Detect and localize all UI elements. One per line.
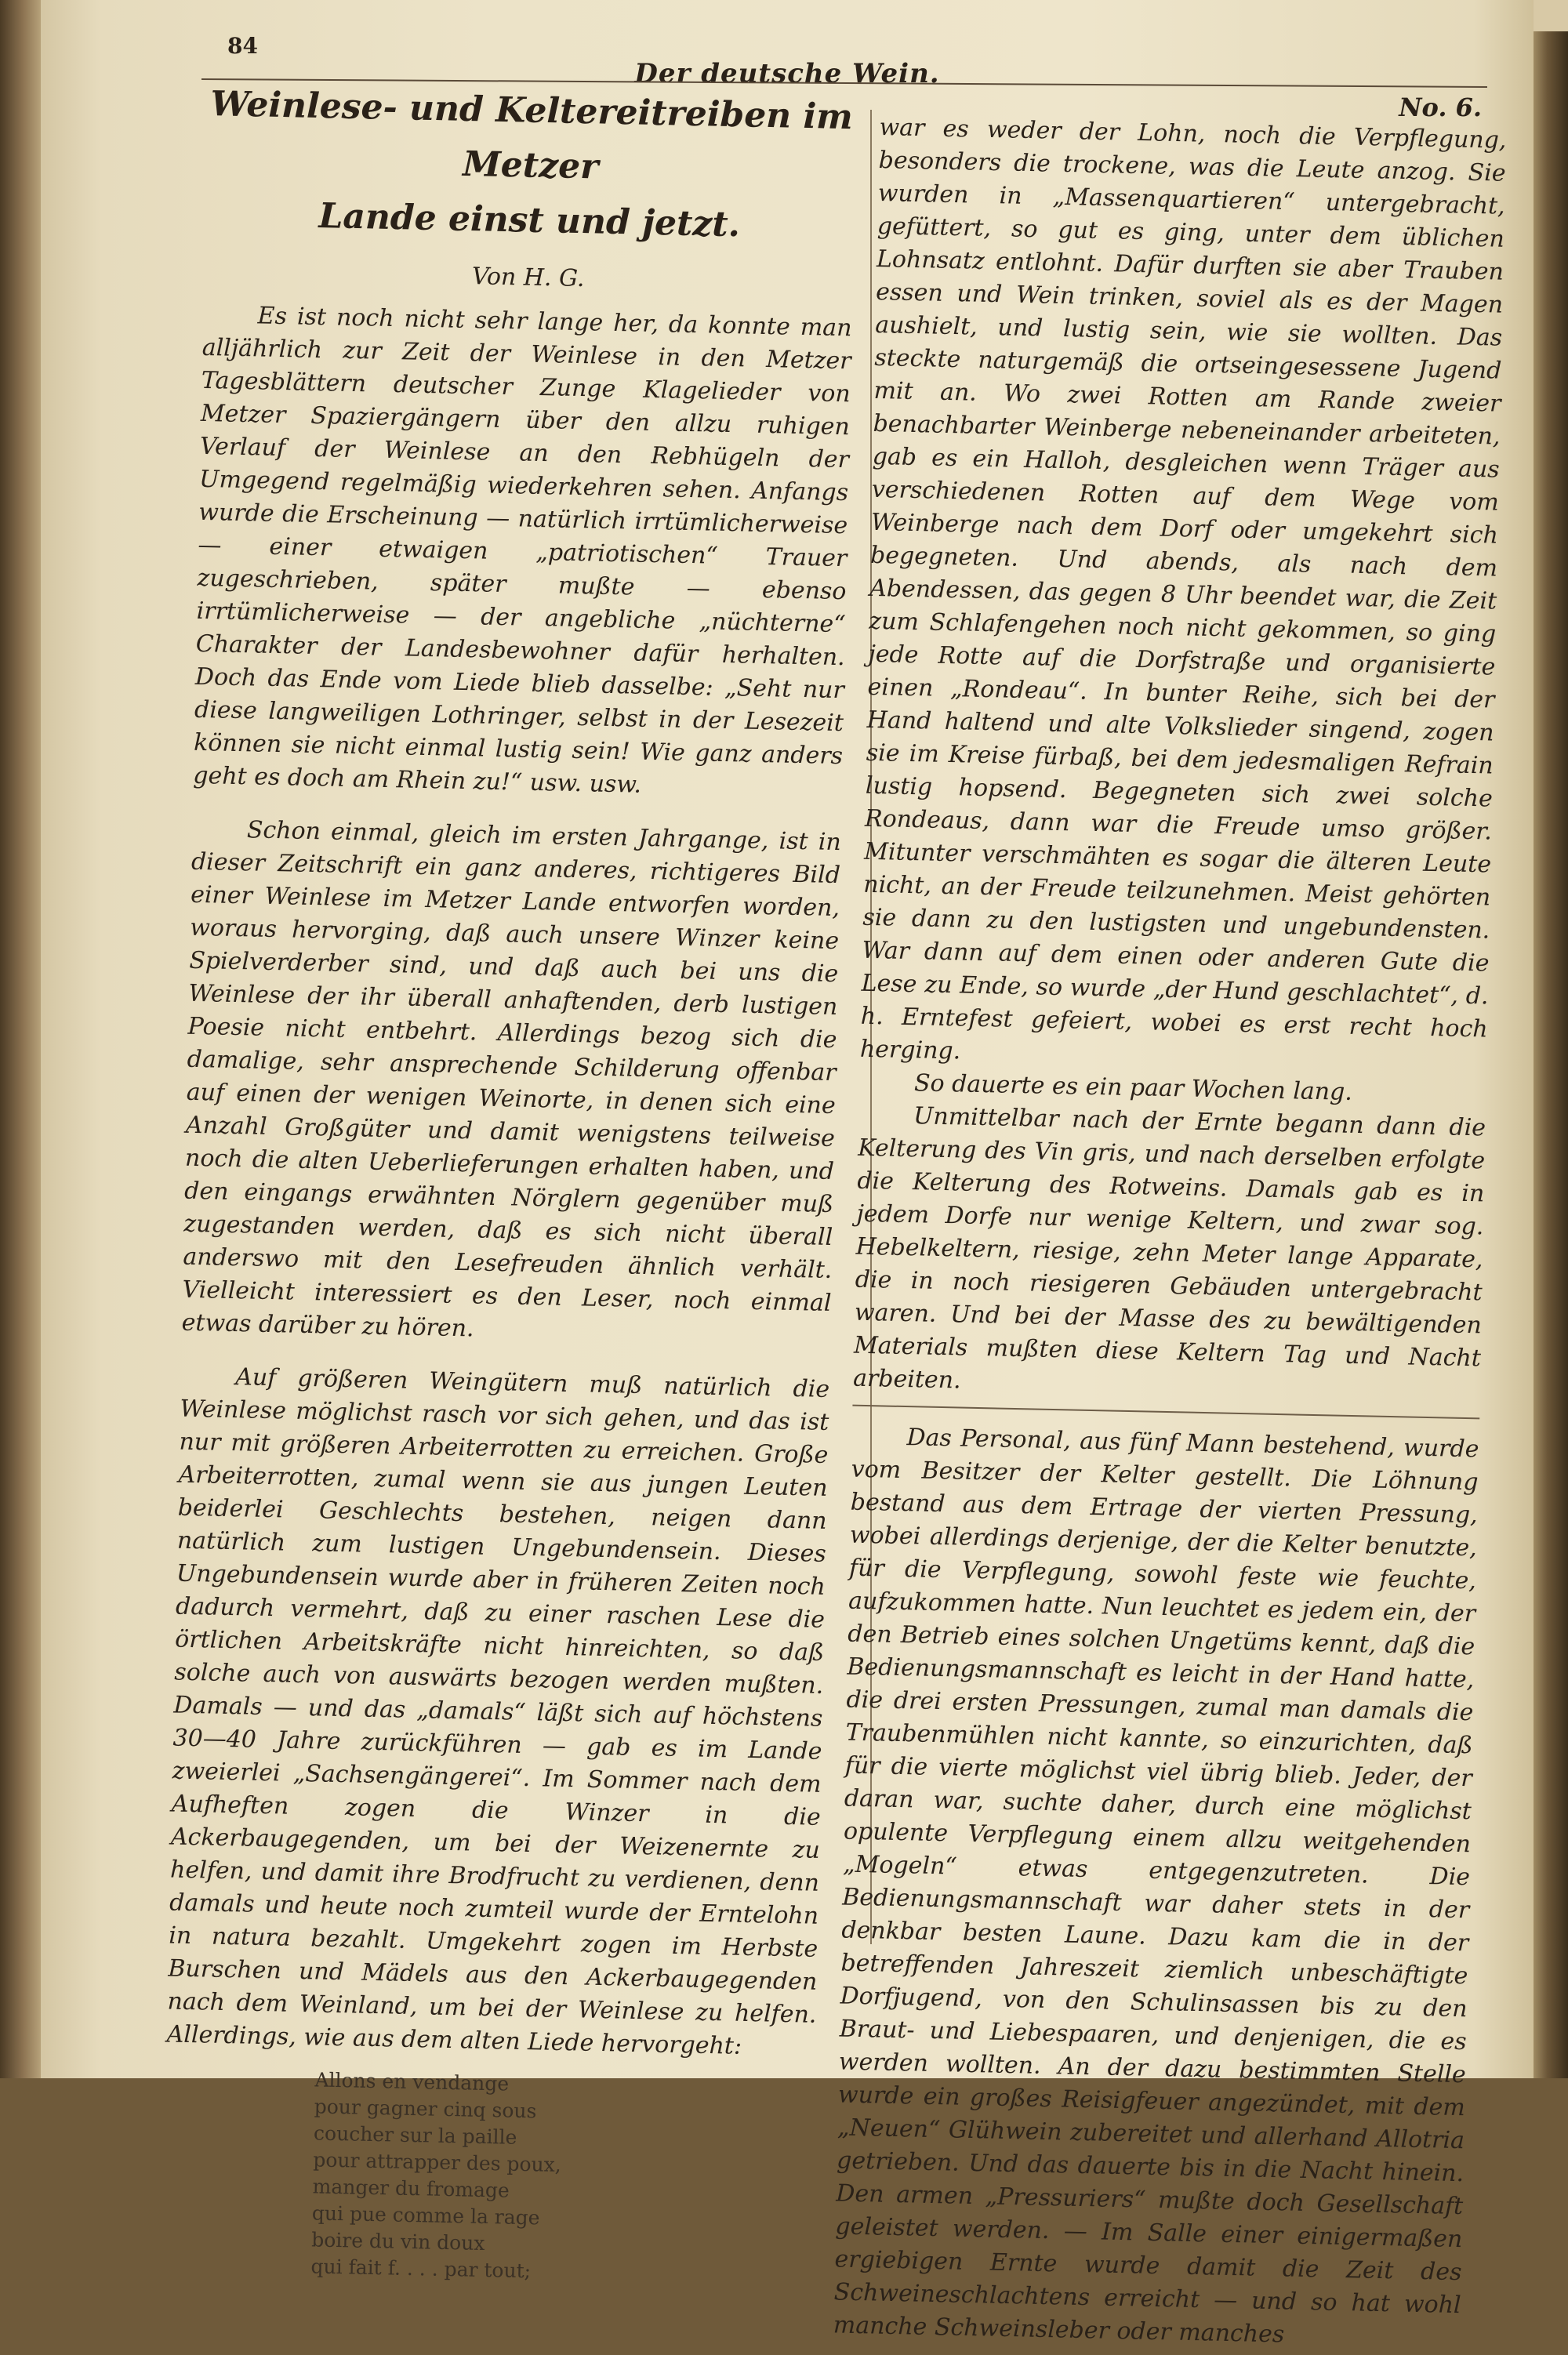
- book-spine: [0, 0, 41, 2078]
- issue-number: No. 6.: [1399, 93, 1482, 122]
- page-number: 84: [227, 33, 258, 59]
- poem-line: boire du vin doux: [310, 2228, 485, 2255]
- paragraph: Auf größeren Weingütern muß natürlich die Weinlese möglichst rasch vor sich gehen, und das ist nur mit größeren Arbeiterrotten zu erreichen. Große Arbeiterrotten, zumal wenn sie aus jungen Leuten beiderlei Geschlechts bestehen, neigen dann natürlich zum lustigen Ungebundensein. Dieses Ungebundensein wurde aber in früheren Zeiten noch dadurch vermehrt, daß zu einer raschen Lese die örtlichen Arbeitskräfte nicht hinreichten, so daß solche auch von auswärts bezogen werden mußten. Damals — und das „damals“ läßt sich auf höchstens 30—40 Jahre zurückführen — gab es im Lande zweierlei „Sachsengängerei“. Im Sommer nach dem Aufheften zogen die Winzer in die Ackerbaugegenden, um bei der Weizenernte zu helfen, und damit ihre Brodfrucht zu verdienen, denn damals und heute noch zumteil wurde der Erntelohn in natura bezahlt. Umgekehrt zogen im Herbste Burschen und Mädels aus den Ackerbaugegenden nach dem Weinland, um bei der Weinlese zu helfen. Allerdings, wie aus dem alten Liede hervorgeht:: [166, 1363, 830, 2060]
- poem-line: coucher sur la paille: [313, 2121, 517, 2149]
- poem-line: manger du fromage: [312, 2175, 510, 2202]
- french-poem: [310, 2067, 815, 2290]
- right-column: [833, 111, 1506, 2355]
- poem-line: pour gagner cinq sous: [314, 2095, 537, 2123]
- paragraph: Das Personal, aus fünf Mann bestehend, wurde vom Besitzer der Kelter gestellt. Die Löhnung bestand aus dem Ertrage der vierten Pressung, wobei allerdings derjenige, der die Kelter benutzte, für die Verpflegung, sowohl feste wie feuchte, aufzukommen hatte. Nun leuchtet es jedem ein, der den Betrieb eines solchen Ungetüms kennt, daß die Bedienungsmannschaft es leicht in der Hand hatte, die drei ersten Pressungen, zumal man damals die Traubenmühlen nicht kannte, so einzurichten, daß für die vierte möglichst viel übrig blieb. Jeder, der daran war, suchte daher, durch eine möglichst opulente Verpflegung einem allzu weitgehenden „Mogeln“ etwas entgegenzutreten. Die Bedienungsmannschaft war daher stets in der denkbar besten Laune. Dazu kam die in der betreffenden Jahreszeit ziemlich unbeschäftigte Dorfjugend, von den Schulinsassen bis zu den Braut- und Liebespaaren, und denjenigen, die es werden wollten. An der dazu bestimmten Stelle wurde ein großes Reisigfeuer angezündet, mit dem „Neuen“ Glühwein zubereitet und allerhand Allotria getrieben. Und das dauerte bis in die Nacht hinein. Den armen „Pressuriers“ mußte doch Gesellschaft geleistet werden. — Im Salle einer einigermaßen ergiebigen Ernte wurde damit die Zeit des Schweineschlachtens erreicht — und so hat wohl manche Schweinsleber oder manches: [833, 1424, 1479, 2349]
- article-title: [205, 77, 857, 255]
- paragraph: Es ist noch nicht sehr lange her, da konnte man alljährlich zur Zeit der Weinlese in den Metzer Tagesblättern deutscher Zunge Klagelieder von Metzer Spaziergängern über den allzu ruhigen Verlauf der Weinlese an den Rebhügeln der Umgegend regelmäßig wiederkehren sehen. Anfangs wurde die Erscheinung — natürlich irrtümlicherweise — einer etwaigen „patriotischen“ Trauer zugeschrieben, später mußte — ebenso irrtümlicherweise — der angebliche „nüchterne“ Charakter der Landesbewohner dafür herhalten. Doch das Ende vom Liede blieb dasselbe: „Seht nur diese langweiligen Lothringer, selbst in der Lesezeit können sie nicht einmal lustig sein! Wie ganz anders geht es doch am Rhein zu!“ usw. usw.: [192, 302, 852, 799]
- article-title-line-2: Lande einst und jetzt.: [318, 196, 741, 245]
- poem-line: Allons en vendange: [314, 2068, 510, 2096]
- paragraph: Schon einmal, gleich im ersten Jahrgange, ist in dieser Zeitschrift ein ganz anderes, richtigeres Bild einer Weinlese im Metzer Lande entworfen worden, woraus hervorging, daß auch unsere Winzer keine Spielverderber sind, und daß auch bei uns die Weinlese der ihr überall anhaftenden, derb lustigen Poesie nicht entbehrt. Allerdings bezog sich die damalige, sehr ansprechende Schilderung offenbar auf einen der wenigen Weinorte, in denen sich eine Anzahl Großgüter und damit wenigstens teilweise noch die alten Ueberlieferungen erhalten haben, und den eingangs erwähnten Nörglern gegenüber muß zugestanden werden, daß es sich nicht überall anderswo mit den Lesefreuden ähnlich verhält. Vielleicht interessiert es den Leser, noch einmal etwas darüber zu hören.: [181, 816, 842, 1343]
- left-column: [162, 77, 857, 2291]
- section-rule: [852, 1405, 1479, 1420]
- article-title-line-1: Weinlese- und Keltereitreiben im Metzer: [210, 84, 854, 187]
- paragraph: war es weder der Lohn, noch die Verpflegung, besonders die trockene, was die Leute anzog. Sie wurden in „Massenquartieren“ untergebracht, gefüttert, so gut es ging, unter dem üblichen Lohnsatz entlohnt. Dafür durften sie aber Trauben essen und Wein trinken, soviel als es der Magen aushielt, und lustig sein, wie sie wollten. Das steckte naturgemäß die ortseingesessene Jugend mit an. Wo zwei Rotten am Rande zweier benachbarter Weinberge nebeneinander arbeiteten, gab es ein Halloh, desgleichen wenn Träger aus verschiedenen Rotten auf dem Wege vom Weinberge nach dem Dorf oder umgekehrt sich begegneten. Und abends, als nach dem Abendessen, das gegen 8 Uhr beendet war, die Zeit zum Schlafengehen noch nicht gekommen, so ging jede Rotte auf die Dorfstraße und organisierte einen „Rondeau“. In bunter Reihe, sich bei der Hand haltend und alte Volkslieder singend, zogen sie im Kreise fürbaß, bei dem jedesmaligen Refrain lustig hopsend. Begegneten sich zwei solche Rondeaus, dann war die Freude umso größer. Mitunter verschmähten es sogar die älteren Leute nicht, an der Freude teilzunehmen. Meist gehörten sie dann zu den lustigsten und ungebundensten. War dann auf dem einen oder anderen Gute die Lese zu Ende, so wurde „der Hund geschlachtet“, d. h. Erntefest gefeiert, wobei es erst recht hoch herging.: [859, 113, 1507, 1065]
- page-edge: [1534, 0, 1568, 2078]
- poem-line: qui pue comme la rage: [311, 2201, 540, 2230]
- byline: Von H. G.: [471, 263, 585, 293]
- running-head: Der deutsche Wein.: [634, 58, 940, 89]
- page-corner: [1534, 0, 1568, 31]
- paragraph: So dauerte es ein paar Wochen lang.: [913, 1069, 1353, 1106]
- paragraph: Unmittelbar nach der Ernte begann dann die Kelterung des Vin gris, und nach derselben erfolgte die Kelterung des Rotweins. Damals gab es in jedem Dorfe nur wenige Keltern, und zwar sog. Hebelkeltern, riesige, zehn Meter lange Apparate, die in noch riesigeren Gebäuden untergebracht waren. Und bei der Masse des zu bewältigenden Materials mußten diese Keltern Tag und Nacht arbeiten.: [852, 1102, 1486, 1395]
- book-page: [41, 0, 1534, 2349]
- poem-line: qui fait f. . . . par tout;: [310, 2255, 532, 2283]
- poem-line: pour attrapper des poux,: [313, 2148, 562, 2177]
